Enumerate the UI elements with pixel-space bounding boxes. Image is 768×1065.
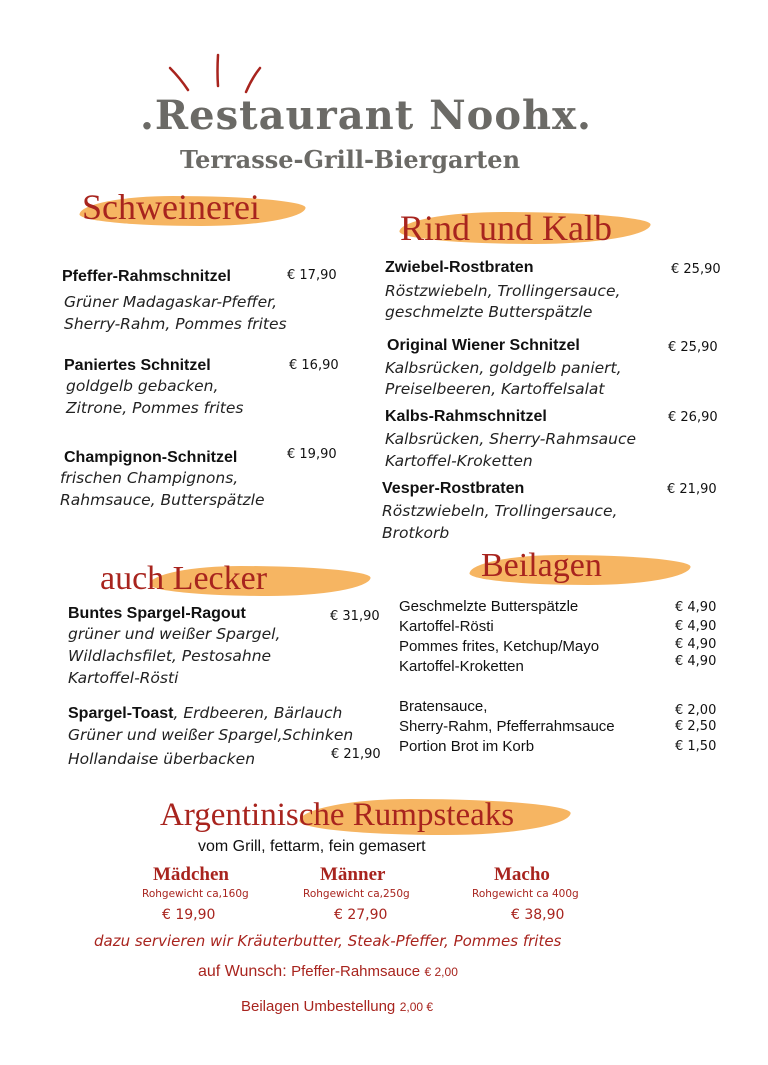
dish-description: Wildlachsfilet, Pestosahne	[68, 647, 272, 665]
dish-price: € 21,90	[667, 482, 717, 497]
side-name: Sherry-Rahm, Pfefferrahmsauce	[399, 718, 615, 735]
dish-description: Kartoffel-Kroketten	[385, 452, 533, 470]
side-price: € 4,90	[675, 637, 717, 652]
dish-description: Rahmsauce, Butterspätzle	[60, 491, 265, 509]
side-price: € 1,50	[675, 739, 717, 754]
dish-description: Hollandaise überbacken	[68, 750, 256, 768]
dish-name-suffix: , Erdbeeren, Bärlauch	[173, 704, 343, 722]
steak-option-name: Mädchen	[153, 864, 229, 885]
side-name: Pommes frites, Ketchup/Mayo	[399, 638, 600, 655]
page-title: .Restaurant Noohx.	[140, 92, 592, 139]
dish-name: Spargel-Toast	[68, 705, 174, 722]
dish-description: Grüner und weißer Spargel,Schinken	[68, 726, 354, 744]
section-title-auch-lecker: auch Lecker	[100, 560, 268, 597]
section-title-steaks: Argentinische Rumpsteaks	[160, 797, 515, 833]
wish-text: Pfeffer-Rahmsauce	[291, 963, 421, 980]
dish-description: frischen Champignons,	[60, 469, 239, 487]
steak-option-name: Macho	[494, 864, 550, 885]
side-price: € 2,50	[675, 719, 717, 734]
wish-price: € 2,00	[424, 965, 458, 979]
dish-description: grüner und weißer Spargel,	[68, 625, 281, 643]
dish-price: € 25,90	[668, 340, 718, 355]
wish-line	[198, 963, 458, 981]
dish-price: € 21,90	[331, 747, 381, 762]
dish-description: Preiselbeeren, Kartoffelsalat	[385, 380, 605, 398]
dish-name: Champignon-Schnitzel	[64, 449, 238, 466]
dish-name: Buntes Spargel-Ragout	[68, 605, 246, 622]
dish-name: Paniertes Schnitzel	[64, 357, 211, 374]
steaks-served-note: dazu servieren wir Kräuterbutter, Steak-Pfeffer, Pommes frites	[94, 932, 562, 950]
dish-price: € 16,90	[289, 358, 339, 373]
side-name: Kartoffel-Rösti	[399, 618, 494, 635]
steak-option-weight: Rohgewicht ca,160g	[142, 888, 249, 900]
dish-description: Kalbsrücken, goldgelb paniert,	[385, 359, 622, 377]
dish-description: Kalbsrücken, Sherry-Rahmsauce	[385, 430, 637, 448]
dish-description: Grüner Madagaskar-Pfeffer,	[64, 293, 278, 311]
dish-description: Brotkorb	[382, 524, 450, 542]
steak-option-name: Männer	[320, 864, 386, 885]
wish-label: auf Wunsch:	[198, 963, 287, 980]
dish-price: € 26,90	[668, 410, 718, 425]
side-price: € 2,00	[675, 703, 717, 718]
dish-price: € 25,90	[671, 262, 721, 277]
dish-description: Kartoffel-Rösti	[68, 669, 179, 687]
side-name: Portion Brot im Korb	[399, 738, 535, 755]
steak-option-weight: Rohgewicht ca 400g	[472, 888, 579, 900]
dish-description: goldgelb gebacken,	[66, 377, 219, 395]
section-title-schweinerei: Schweinerei	[82, 187, 260, 227]
steak-option-weight: Rohgewicht ca,250g	[303, 888, 410, 900]
dish-description: Zitrone, Pommes frites	[66, 399, 244, 417]
side-name: Kartoffel-Kroketten	[399, 658, 524, 675]
side-name: Geschmelzte Butterspätzle	[399, 598, 579, 615]
dish-description: Sherry-Rahm, Pommes frites	[64, 315, 287, 333]
change-line	[241, 998, 433, 1016]
dish-description: geschmelzte Butterspätzle	[385, 303, 593, 321]
dish-name: Vesper-Rostbraten	[382, 480, 525, 497]
dish-price: € 17,90	[287, 268, 337, 283]
steak-option-price: € 19,90	[162, 907, 216, 923]
dish-title-line	[68, 703, 342, 724]
page-subtitle: Terrasse-Grill-Biergarten	[180, 145, 521, 174]
dish-name: Pfeffer-Rahmschnitzel	[62, 268, 231, 285]
side-price: € 4,90	[675, 600, 717, 615]
steaks-subtitle: vom Grill, fettarm, fein gemasert	[198, 838, 426, 855]
section-title-beilagen: Beilagen	[481, 547, 602, 584]
dish-name: Zwiebel-Rostbraten	[385, 259, 534, 276]
dish-name: Original Wiener Schnitzel	[387, 337, 580, 354]
section-title-rind-und-kalb: Rind und Kalb	[400, 208, 612, 248]
dish-description: Röstzwiebeln, Trollingersauce,	[385, 282, 621, 300]
dish-name: Kalbs-Rahmschnitzel	[385, 408, 547, 425]
dish-price: € 19,90	[287, 447, 337, 462]
side-price: € 4,90	[675, 654, 717, 669]
change-price: 2,00 €	[399, 1000, 434, 1014]
change-label: Beilagen Umbestellung	[241, 998, 396, 1015]
dish-price: € 31,90	[330, 609, 380, 624]
steak-option-price: € 27,90	[334, 907, 388, 923]
side-name: Bratensauce,	[399, 698, 488, 715]
dish-description: Röstzwiebeln, Trollingersauce,	[382, 502, 618, 520]
side-price: € 4,90	[675, 619, 717, 634]
steak-option-price: € 38,90	[511, 907, 565, 923]
